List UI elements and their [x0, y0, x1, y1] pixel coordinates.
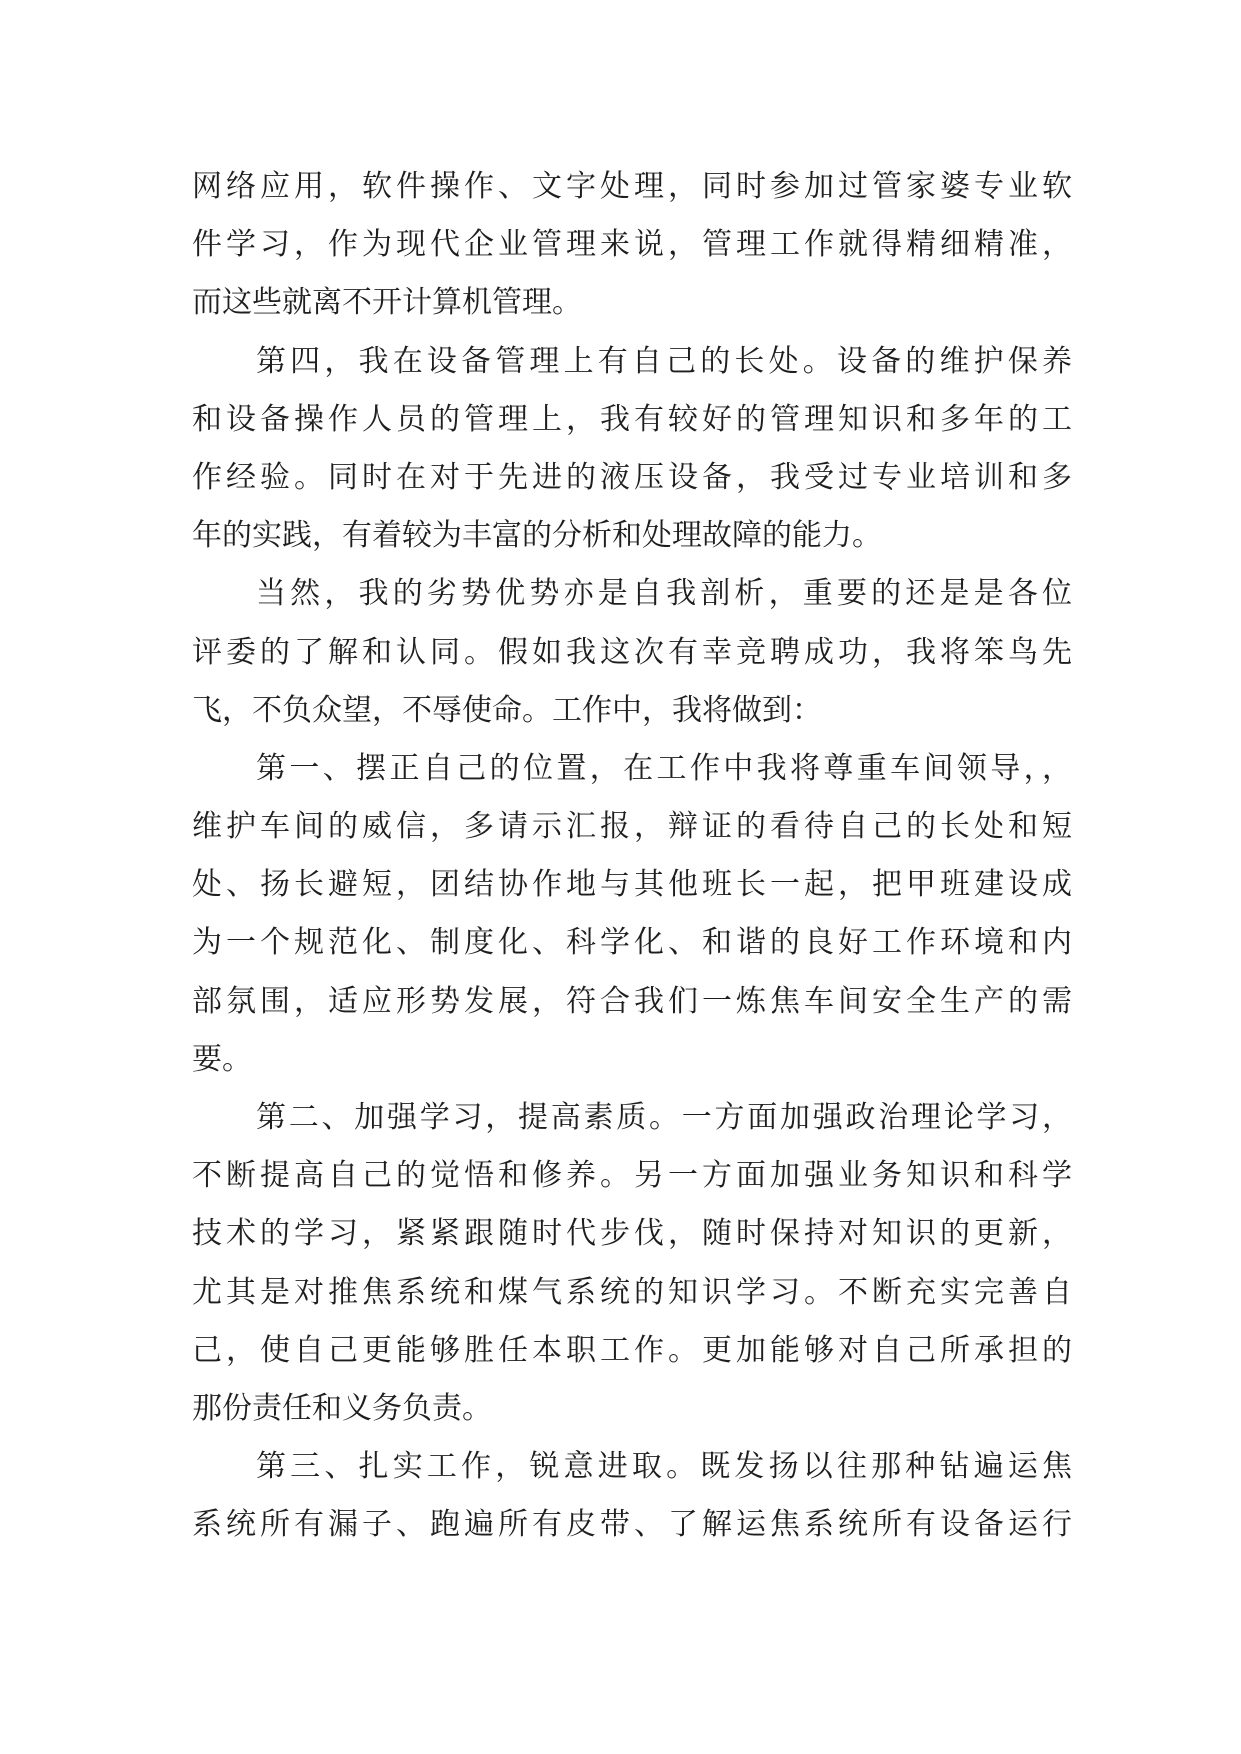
text-line: 系统所有漏子、跑遍所有皮带、了解运焦系统所有设备运行 — [192, 1507, 1072, 1543]
paragraph — [192, 158, 1072, 333]
text-line: 作经验。同时在对于先进的液压设备，我受过专业培训和多 — [192, 459, 1072, 495]
text-line: 己，使自己更能够胜任本职工作。更加能够对自己所承担的 — [192, 1332, 1072, 1368]
text-line: 尤其是对推焦系统和煤气系统的知识学习。不断充实完善自 — [192, 1274, 1072, 1310]
text-line: 和设备操作人员的管理上，我有较好的管理知识和多年的工 — [192, 401, 1072, 437]
text-line: 当然，我的劣势优势亦是自我剖析，重要的还是是各位 — [256, 576, 1072, 612]
paragraph — [192, 333, 1072, 566]
text-line: 飞，不负众望，不辱使命。工作中，我将做到： — [192, 692, 822, 728]
text-line: 为一个规范化、制度化、科学化、和谐的良好工作环境和内 — [192, 925, 1072, 961]
text-line: 第四，我在设备管理上有自己的长处。设备的维护保养 — [256, 343, 1072, 379]
paragraph — [192, 740, 1072, 1089]
document-body — [192, 158, 1072, 1555]
text-line: 第三、扎实工作，锐意进取。既发扬以往那种钻遍运焦 — [256, 1449, 1072, 1485]
paragraph — [192, 565, 1072, 740]
text-line: 第二、加强学习，提高素质。一方面加强政治理论学习， — [256, 1100, 1072, 1135]
text-line: 第一、摆正自己的位置，在工作中我将尊重车间领导，， — [256, 750, 1072, 786]
text-line: 部氛围，适应形势发展，符合我们一炼焦车间安全生产的需 — [192, 983, 1072, 1019]
text-line: 处、扬长避短，团结协作地与其他班长一起，把甲班建设成 — [192, 867, 1072, 903]
text-line: 要。 — [192, 1041, 252, 1077]
text-line: 不断提高自己的觉悟和修养。另一方面加强业务知识和科学 — [192, 1158, 1072, 1194]
text-line: 维护车间的威信，多请示汇报，辩证的看待自己的长处和短 — [192, 809, 1072, 845]
text-line: 而这些就离不开计算机管理。 — [192, 285, 582, 321]
text-line: 年的实践，有着较为丰富的分析和处理故障的能力。 — [192, 518, 882, 554]
text-line: 技术的学习，紧紧跟随时代步伐，随时保持对知识的更新， — [192, 1216, 1072, 1252]
text-line: 评委的了解和认同。假如我这次有幸竞聘成功，我将笨鸟先 — [192, 634, 1072, 670]
paragraph — [192, 1089, 1072, 1438]
text-line: 件学习，作为现代企业管理来说，管理工作就得精细精准， — [192, 227, 1072, 263]
text-line: 那份责任和义务负责。 — [192, 1390, 492, 1426]
text-line: 网络应用，软件操作、文字处理，同时参加过管家婆专业软 — [192, 169, 1072, 204]
paragraph — [192, 1438, 1072, 1554]
